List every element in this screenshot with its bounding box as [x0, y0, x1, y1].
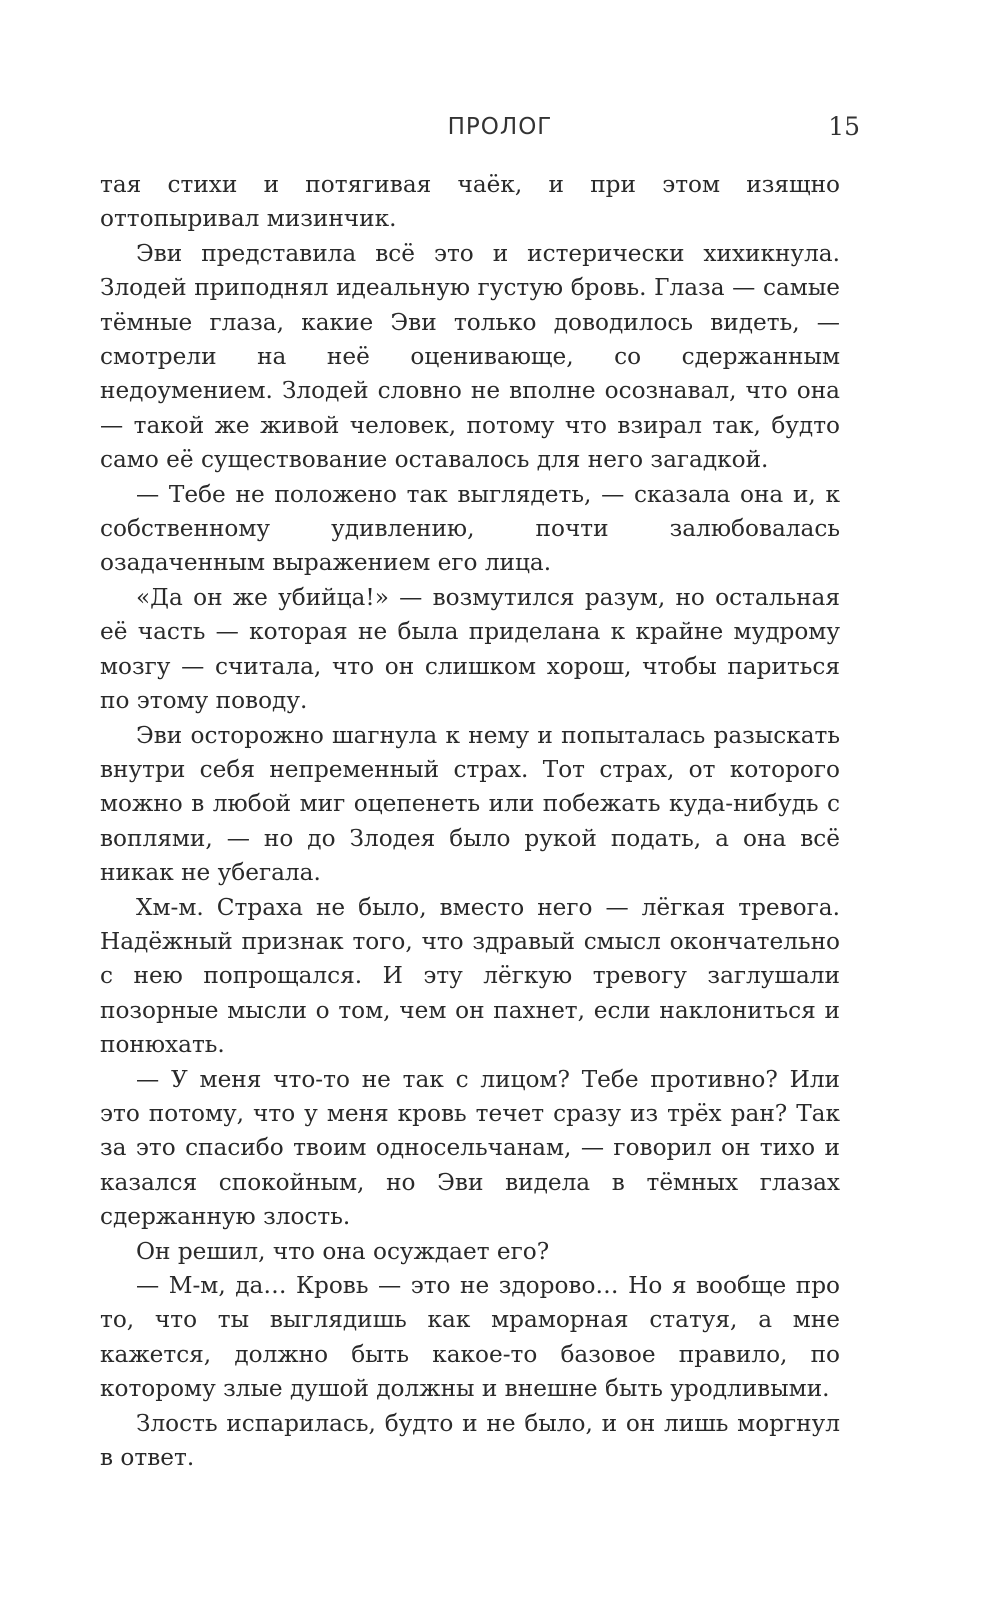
- paragraph: «Да он же убийца!» — возмутился разум, но остальная её часть — которая не была приделана к крайне мудрому мозгу — считала, что он слишком хорош, чтобы париться по этому поводу.: [100, 583, 840, 715]
- page-number: 15: [828, 112, 860, 141]
- paragraph: Злость испарилась, будто и не было, и он лишь моргнул в ответ.: [100, 1409, 840, 1472]
- paragraph: — Тебе не положено так выглядеть, — сказала она и, к собственному удивлению, почти залюбовалась озадаченным выражением его лица.: [100, 480, 840, 577]
- paragraph: — У меня что-то не так с лицом? Тебе противно? Или это потому, что у меня кровь течет сразу из трёх ран? Так за это спасибо твоим односельчанам, — говорил он тихо и казался спокойным, но Эви видела в тёмных глазах сдержанную злость.: [100, 1065, 840, 1231]
- running-head: [0, 108, 1000, 148]
- paragraph-continued: тая стихи и потягивая чаёк, и при этом изящно оттопыривал мизинчик.: [100, 171, 840, 233]
- body-text: [100, 168, 840, 1475]
- paragraph: — М-м, да… Кровь — это не здорово… Но я вообще про то, что ты выглядишь как мраморная статуя, а мне кажется, должно быть какое-то базовое правило, по которому злые душой должны и внешне быть уродливыми.: [100, 1272, 840, 1403]
- paragraph: Он решил, что она осуждает его?: [136, 1237, 550, 1265]
- paragraph: Эви осторожно шагнула к нему и попыталась разыскать внутри себя непременный страх. Тот страх, от которого можно в любой миг оцепенеть или побежать куда-нибудь с воплями, — но до Злодея было рукой подать, а она всё никак не убегала.: [100, 721, 840, 887]
- paragraph: Хм-м. Страха не было, вместо него — лёгкая тревога. Надёжный признак того, что здравый смысл окончательно с нею попрощался. И эту лёгкую тревогу заглушали позорные мысли о том, чем он пахнет, если наклониться и понюхать.: [100, 893, 840, 1059]
- paragraph: Эви представила всё это и истерически хихикнула. Злодей приподнял идеальную густую бровь. Глаза — самые тёмные глаза, какие Эви только доводилось видеть, — смотрели на неё оценивающе, со сдержанным недоумением. Злодей словно не вполне осознавал, что она — такой же живой человек, потому что взирал так, будто само её существование оставалось для него загадкой.: [100, 239, 840, 474]
- chapter-title: ПРОЛОГ: [447, 114, 553, 140]
